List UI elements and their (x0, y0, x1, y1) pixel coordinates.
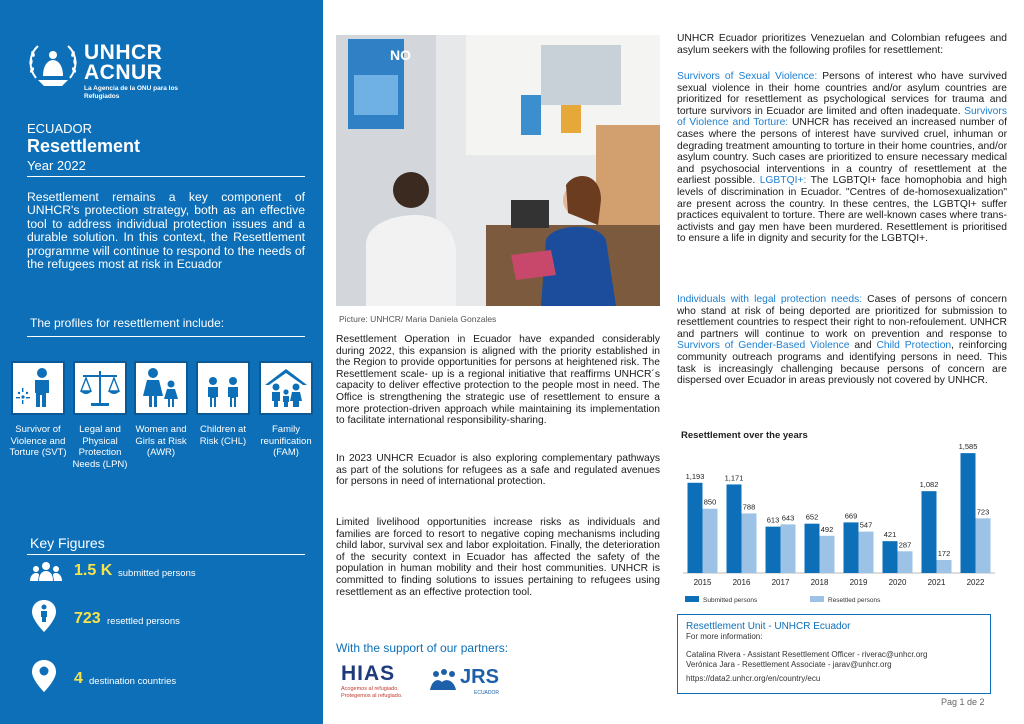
data-label-submitted-2022: 1,585 (958, 442, 978, 452)
kf-countries-label: destination countries (89, 676, 177, 687)
contact-subtitle: For more information: (686, 632, 763, 641)
contact-url[interactable]: https://data2.unhcr.org/en/country/ecu (686, 674, 821, 683)
middle-paragraph-2: In 2023 UNHCR Ecuador is also exploring complementary pathways as part of the solutions for refugees as a safe and regulated avenues for persons in need of international protection. (336, 453, 660, 488)
bar-resettled-2019 (859, 532, 874, 573)
profile-label-awr: Women and Girls at Risk (AWR) (135, 424, 187, 458)
org-name-acnur: ACNUR (84, 61, 163, 84)
data-label-submitted-2015: 1,193 (685, 471, 705, 481)
data-label-resettled-2021: 172 (937, 548, 951, 558)
cp-title: Child Protection (876, 340, 952, 352)
partners-heading: With the support of our partners: (336, 641, 509, 655)
profile-label-lpn: Legal and Physical Protection Needs (LPN) (72, 424, 128, 470)
page-number: Pag 1 de 2 (941, 697, 985, 707)
unhcr-emblem-icon (26, 40, 80, 90)
data-label-resettled-2022: 723 (976, 507, 990, 517)
legend-label-submitted: Submitted persons (703, 597, 758, 604)
women-girls-icon (134, 361, 188, 415)
resettlement-photo (336, 35, 660, 306)
year-label: Year 2022 (27, 158, 86, 173)
bar-resettled-2015 (703, 509, 718, 573)
unhcr-logo (26, 40, 179, 110)
lgbti-text: The LGBTQI+ face homophobia and high levels of discrimination in Ecuador. "Centres of de-homosexualization" are present across the country. In these centres, the LGBTQI+ suffer practices equivalent to torture. There are well-known cases where trans-activists and gay men have been murdered. Resettlement is prioritised to ensure a life in dignity and security for the LGBTQI+. (677, 175, 1007, 245)
data-label-submitted-2021: 1,082 (919, 480, 939, 490)
tick-label-2022: 2022 (966, 578, 985, 587)
bar-submitted-2022 (961, 453, 976, 573)
divider (27, 554, 305, 555)
bar-resettled-2016 (742, 513, 757, 573)
jrs-logo-text: JRS (460, 666, 499, 688)
divider (27, 176, 305, 177)
svs-title: Survivors of Sexual Violence: (677, 71, 818, 82)
country-label: ECUADOR (27, 121, 93, 136)
gbv-title: Survivors of Gender-Based Violence (677, 340, 850, 352)
bar-resettled-2017 (781, 524, 796, 573)
children-icon (196, 361, 250, 415)
sidebar (0, 0, 323, 724)
profile-label-svt: Survivor of Violence and Torture (SVT) (9, 424, 67, 458)
hias-logo (341, 662, 409, 699)
jrs-emblem-icon (428, 668, 458, 692)
org-name-unhcr: UNHCR (84, 41, 163, 64)
kf-resettled-label: resettled persons (107, 616, 180, 627)
bar-submitted-2019 (844, 522, 859, 573)
divider (27, 336, 305, 337)
data-label-resettled-2015: 850 (703, 497, 717, 507)
poster-text: NO (390, 47, 411, 63)
data-label-resettled-2016: 788 (742, 502, 756, 512)
jrs-tagline: ECUADOR (474, 690, 500, 696)
data-label-submitted-2017: 613 (766, 515, 780, 525)
middle-paragraph-1: Resettlement Operation in Ecuador have expanded considerably during 2022, this expansion is aligned with the priority established in the Region to provide opportunities for persons at heightened risk. The Resettlement scale- up is a regional initiative that reaffirms UNHCR´s capacity to deliver effective protection to the people most in need. The Office is strengthening the strategic use of resettlement to ensure a more protection-driven approach while maintaining its implementation to facilitate international responsibility-sharing. (336, 334, 660, 427)
svs-text: Persons of interest who have survived sexual violence in their home countries and/or asylum countries are prioritized for resettlement as psychological services for trauma and torture survivors in Ecuador are limited and often inadequate. (677, 71, 1007, 117)
tick-label-2016: 2016 (732, 578, 751, 587)
intro-paragraph: Resettlement remains a key component of UNHCR's protection strategy, both as an effective tool to address individual protection issues and a durable solution. In this context, the Resettlement programme will continue to respond to the needs of the refugees most at risk in Ecuador (27, 190, 305, 272)
kf-submitted-label: submitted persons (118, 568, 196, 579)
contact-box (677, 614, 991, 694)
hias-tagline: Acogemos al refugiado. Protegemos al refugiado. (341, 686, 403, 699)
bar-submitted-2020 (883, 541, 898, 573)
right-intro: UNHCR Ecuador prioritizes Venezuelan and Colombian refugees and asylum seekers with the following profiles for resettlement: (677, 33, 1007, 56)
legal-detail (677, 294, 1007, 387)
key-figures-heading: Key Figures (30, 535, 105, 551)
tick-label-2018: 2018 (810, 578, 829, 587)
legend-swatch-resettled (810, 596, 824, 602)
tick-label-2020: 2020 (888, 578, 907, 587)
profile-label-chl: Children at Risk (CHL) (199, 424, 247, 447)
group-icon (30, 561, 62, 583)
data-label-submitted-2020: 421 (883, 530, 897, 540)
tick-label-2021: 2021 (927, 578, 946, 587)
profiles-heading: The profiles for resettlement include: (30, 316, 225, 330)
photo-caption: Picture: UNHCR/ Maria Daniela Gonzales (339, 314, 497, 324)
kf-countries-value: 4 (74, 670, 83, 687)
family-icon (259, 361, 313, 415)
legal-text: Cases of persons of concern who stand at risk of being deported are prioritized for submission to resettlement countries to respect their right to non-refoulement. UNHCR and partners will continue to work on prevention and response to (677, 294, 1007, 340)
tick-label-2015: 2015 (693, 578, 712, 587)
chart-title: Resettlement over the years (681, 430, 808, 441)
profiles-detail (677, 71, 1007, 245)
resettlement-chart (677, 440, 1007, 610)
legend-swatch-submitted (685, 596, 699, 602)
bar-resettled-2018 (820, 536, 835, 573)
bar-resettled-2020 (898, 551, 913, 573)
data-label-resettled-2017: 643 (781, 513, 795, 523)
page-title: Resettlement (27, 136, 141, 156)
bar-submitted-2021 (922, 491, 937, 573)
svt-title: Survivors of Violence and Torture: (677, 105, 1007, 129)
data-label-submitted-2018: 652 (805, 512, 819, 522)
tick-label-2019: 2019 (849, 578, 868, 587)
kf-submitted-value: 1.5 K (74, 562, 113, 579)
data-label-resettled-2020: 287 (898, 540, 912, 550)
kf-resettled-value: 723 (74, 610, 101, 627)
legend-label-resettled: Resettled persons (828, 597, 881, 604)
and-word: and (849, 340, 877, 352)
bar-submitted-2018 (805, 524, 820, 573)
svt-text: UNHCR has received an increased number of cases where the persons of interest have survived cruel, inhuman or degrading treatment amounting to torture in their home countries, and/or asylum country. Such cases are prioritized to ensure necessary medical and psychosocial interventions in a country of resettlement at the earliest possible. (677, 117, 1007, 187)
middle-paragraph-3: Limited livelihood opportunities increase risks as individuals and families are forced to resort to negative coping mechanisms including child labor, survival sex and labor exploitation. Finally, the deterioration of the security context in Ecuador has affected the safety of the population in human mobility and their host communities. UNHCR is committed to finding solutions to issues pertaining to refugees using resettlement as an effective protection tool. (336, 517, 660, 598)
org-tagline: La Agencia de la ONU para los Refugiados (84, 85, 179, 100)
bar-submitted-2015 (688, 483, 703, 573)
location-icon (32, 660, 56, 692)
contact-line-1: Catalina Rivera - Assistant Resettlement Officer - riverac@unhcr.org (686, 650, 928, 659)
bar-submitted-2017 (766, 527, 781, 573)
contact-title: Resettlement Unit - UNHCR Ecuador (686, 621, 851, 632)
data-label-resettled-2019: 547 (859, 520, 873, 530)
profile-label-fam: Family reunification (FAM) (260, 424, 312, 458)
bar-submitted-2016 (727, 484, 742, 573)
end-text: , reinforcing community outreach programs and identifying persons in need. This task is increasingly challenging because persons of concern are dispersed over Ecuador in areas previously not covered by UNHCR. (677, 340, 1007, 387)
legal-title: Individuals with legal protection needs: (677, 294, 863, 305)
data-label-submitted-2016: 1,171 (724, 473, 744, 483)
hias-logo-text: HIAS (341, 662, 396, 685)
bar-resettled-2021 (937, 560, 952, 573)
svt-icon (11, 361, 65, 415)
lgbti-title: LGBTQI+: (759, 175, 807, 187)
bar-resettled-2022 (976, 518, 991, 573)
data-label-submitted-2019: 669 (844, 511, 858, 521)
person-pin-icon (32, 600, 56, 632)
tick-label-2017: 2017 (771, 578, 790, 587)
contact-line-2: Verónica Jara - Resettlement Associate - jarav@unhcr.org (686, 660, 892, 669)
data-label-resettled-2018: 492 (820, 524, 834, 534)
scales-icon (73, 361, 127, 415)
